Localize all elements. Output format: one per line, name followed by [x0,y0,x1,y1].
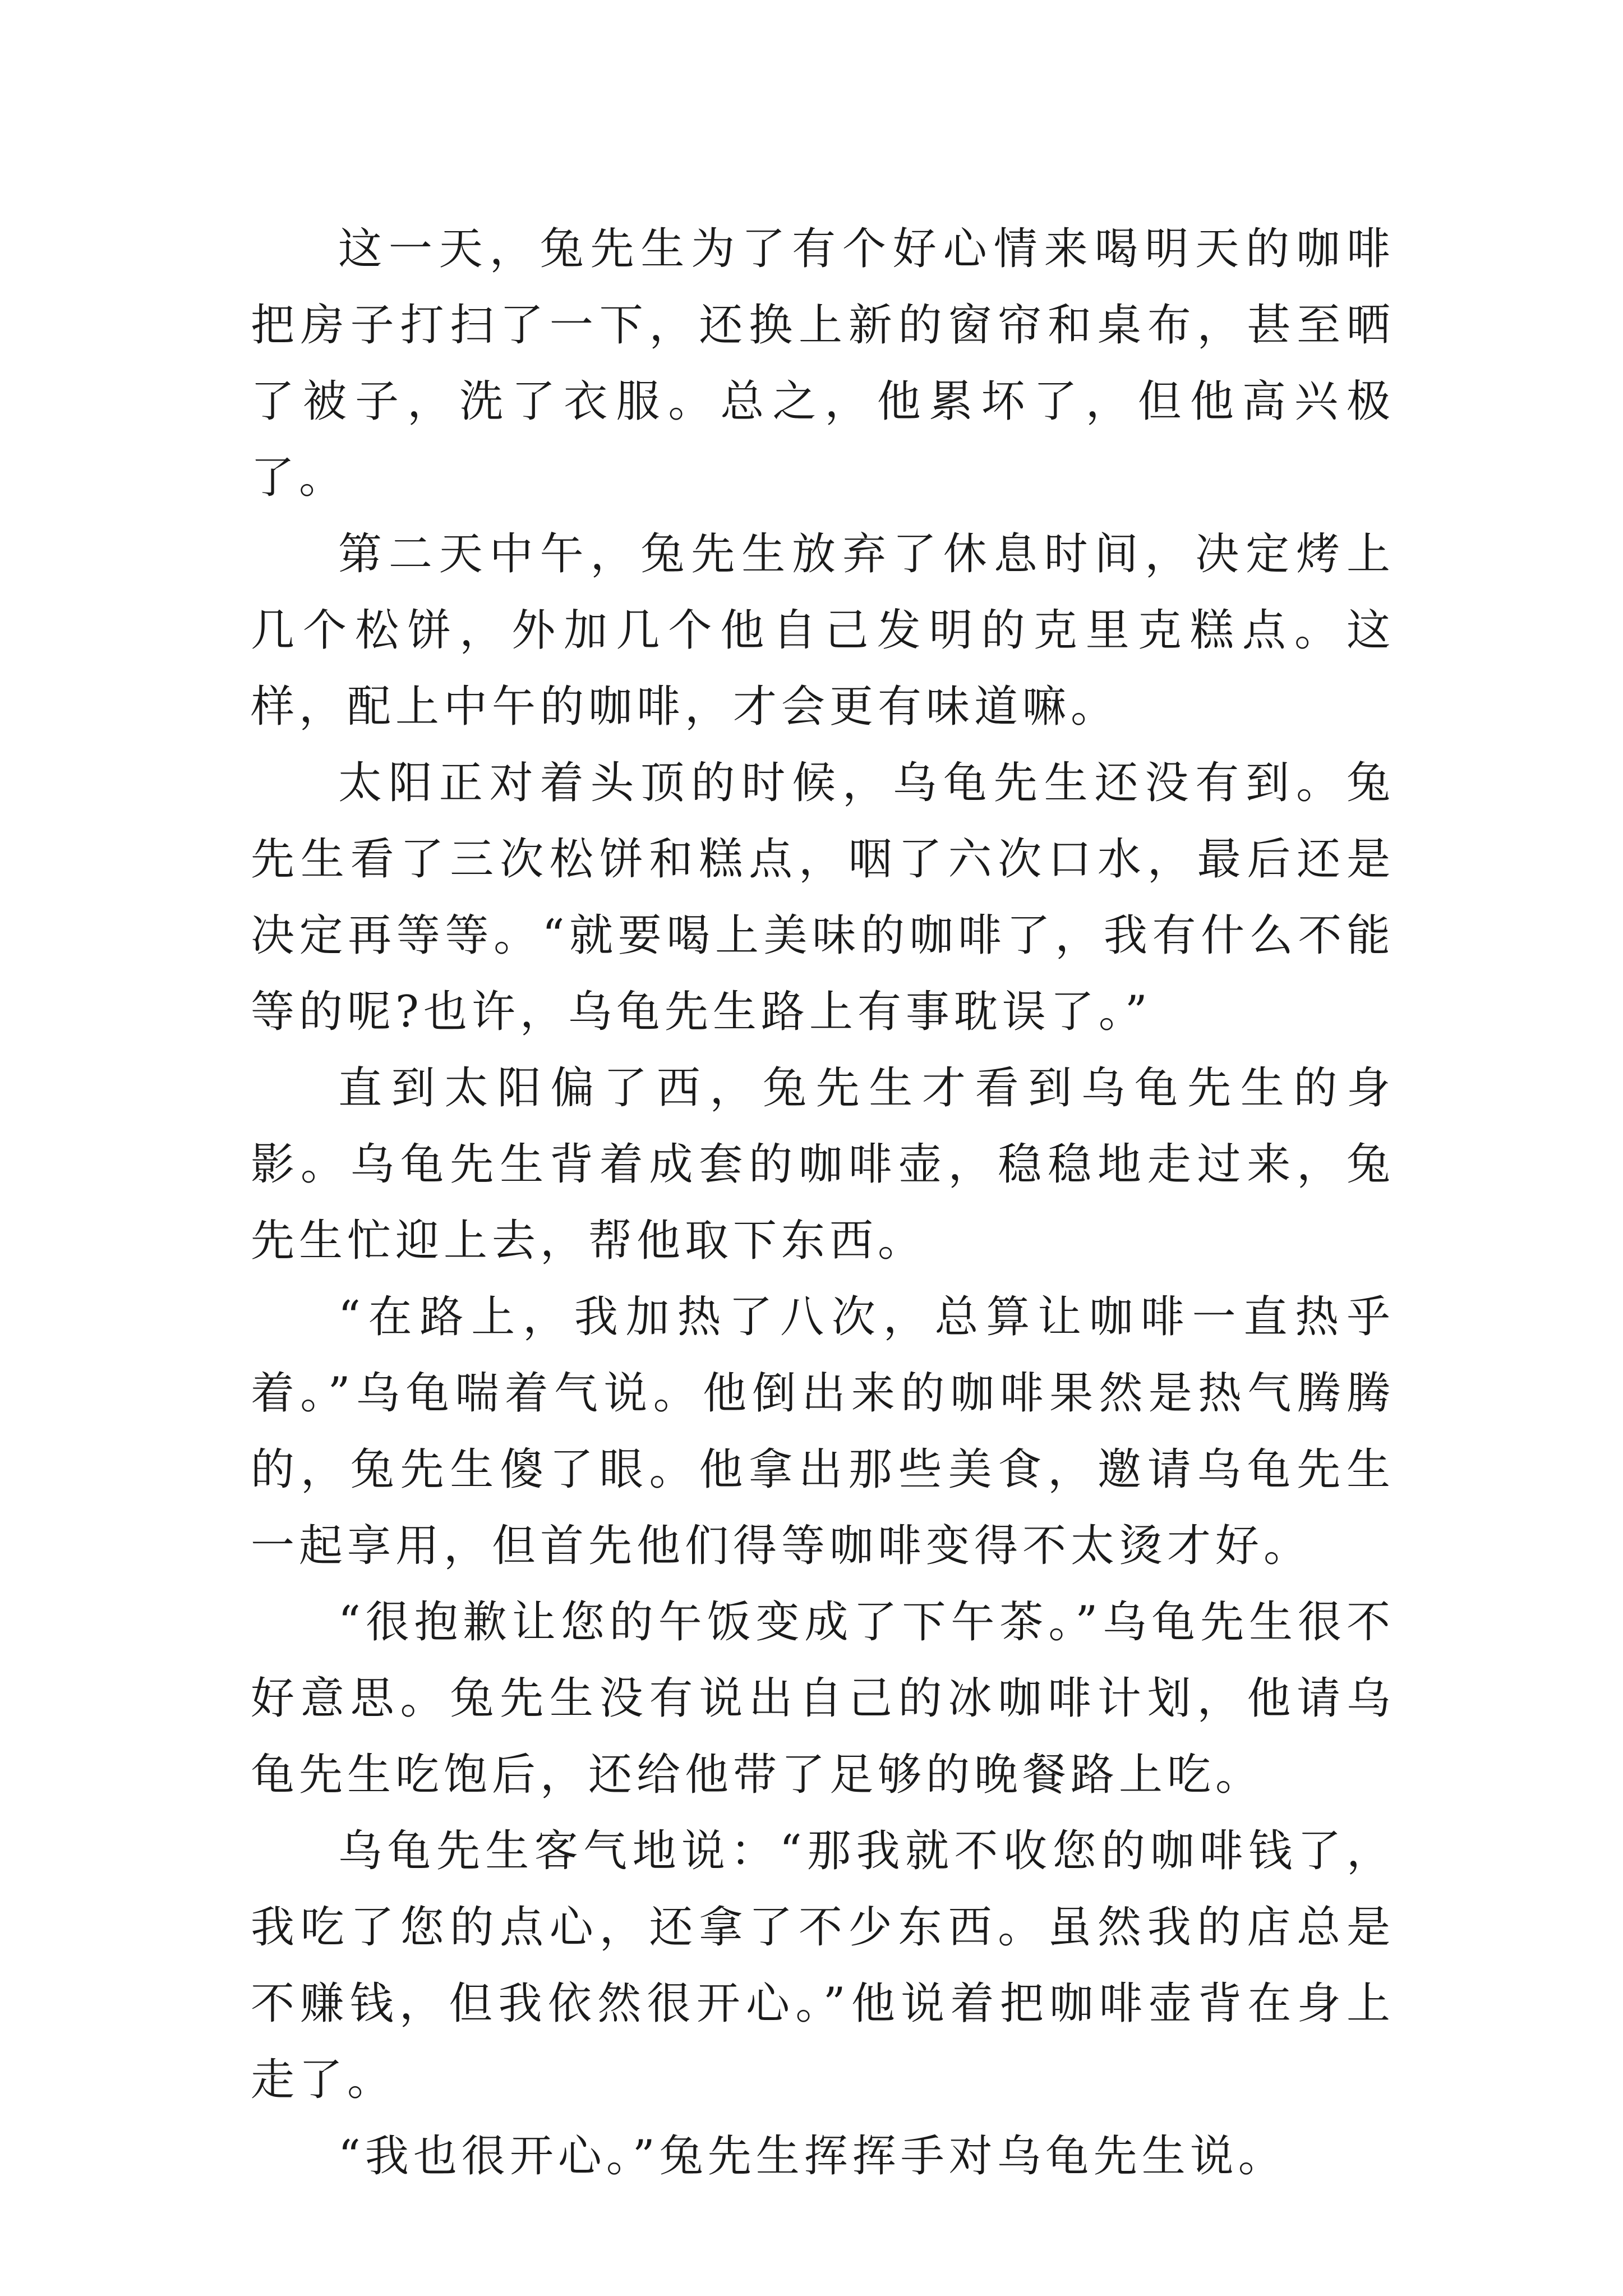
paragraph-6: “很抱歉让您的午饭变成了下午茶。”乌龟先生很不好意思。兔先生没有说出自己的冰咖啡计划，他请乌龟先生吃饱后，还给他带了足够的晚餐路上吃。 [251,1597,1395,1800]
paragraph-7: 乌龟先生客气地说：“那我就不收您的咖啡钱了，我吃了您的点心，还拿了不少东西。虽然我的店总是不赚钱，但我依然很开心。”他说着把咖啡壶背在身上走了。 [251,1826,1395,2105]
paragraph-8: “我也很开心。”兔先生挥挥手对乌龟先生说。 [338,2131,1287,2182]
paragraph-5: “在路上，我加热了八次，总算让咖啡一直热乎着。”乌龟喘着气说。他倒出来的咖啡果然是热气腾腾的，兔先生傻了眼。他拿出那些美食，邀请乌龟先生一起享用，但首先他们得等咖啡变得不太烫才好。 [251,1292,1395,1571]
paragraph-2: 第二天中午，兔先生放弃了休息时间，决定烤上几个松饼，外加几个他自己发明的克里克糕点。这样，配上中午的咖啡，才会更有味道嘛。 [251,529,1395,732]
paragraph-3: 太阳正对着头顶的时候，乌龟先生还没有到。兔先生看了三次松饼和糕点，咽了六次口水，最后还是决定再等等。“就要喝上美味的咖啡了，我有什么不能等的呢?也许，乌龟先生路上有事耽误了。” [251,758,1395,1037]
paragraph-1: 这一天，兔先生为了有个好心情来喝明天的咖啡把房子打扫了一下，还换上新的窗帘和桌布，甚至晒了被子，洗了衣服。总之，他累坏了，但他高兴极了。 [251,224,1395,503]
paragraph-4: 直到太阳偏了西，兔先生才看到乌龟先生的身影。乌龟先生背着成套的咖啡壶，稳稳地走过来，兔先生忙迎上去，帮他取下东西。 [251,1063,1395,1266]
story-text [251,211,1395,2194]
